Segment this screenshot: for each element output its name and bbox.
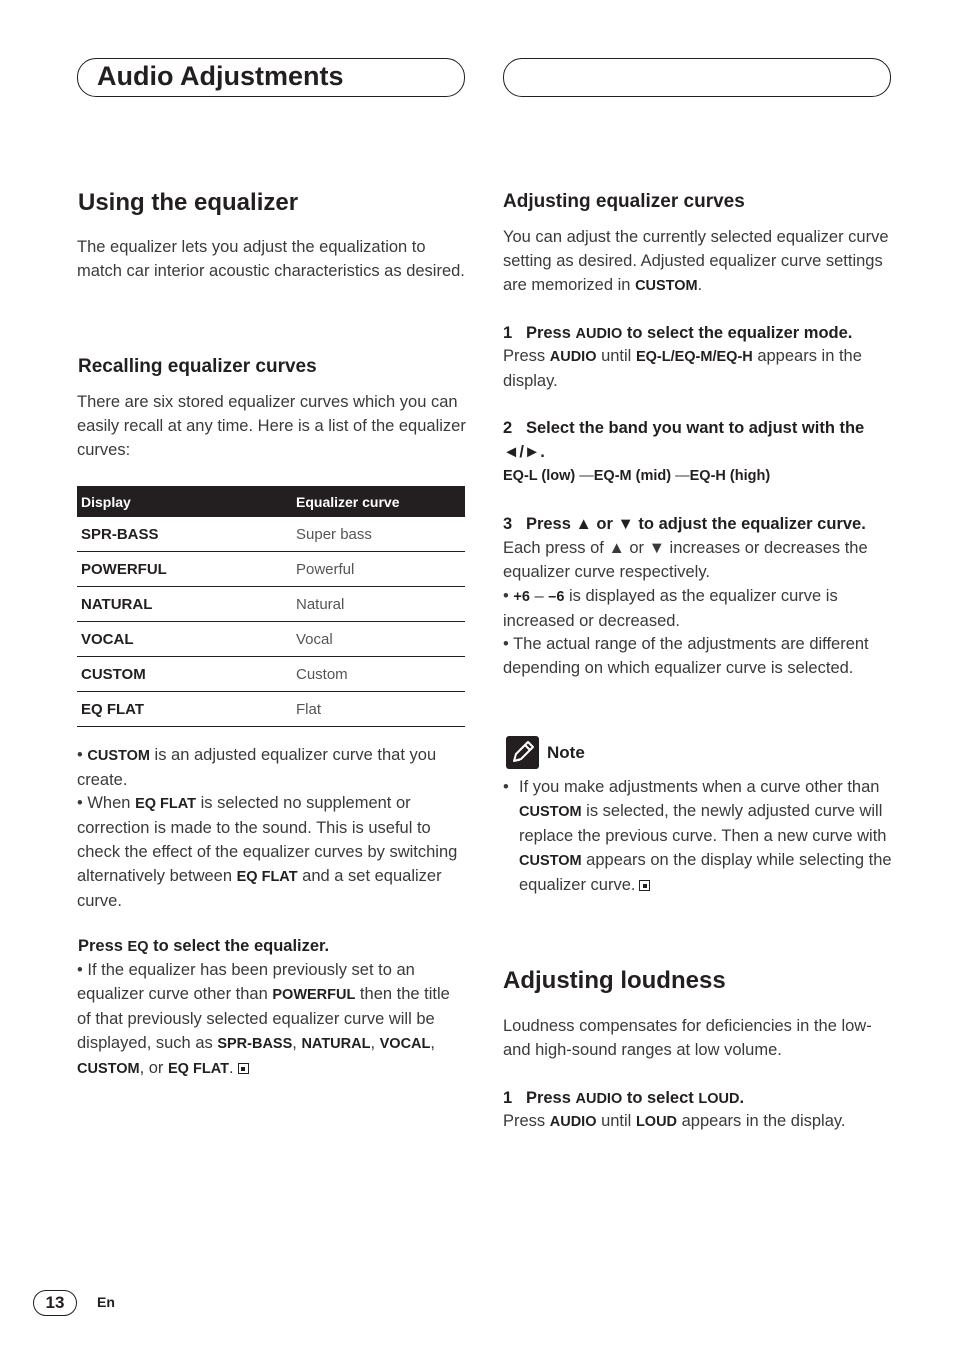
note-bullet-marker: •: [503, 778, 509, 796]
table-cell-display: NATURAL: [77, 587, 292, 622]
table-cell-display: VOCAL: [77, 622, 292, 657]
page-title: Audio Adjustments: [97, 61, 344, 91]
step-2-bands: EQ-L (low) —EQ-M (mid) —EQ-H (high): [503, 468, 771, 484]
page-number: 13: [33, 1290, 77, 1316]
end-mark-icon: [639, 880, 650, 891]
language-label: En: [97, 1294, 115, 1310]
table-row: [77, 517, 465, 552]
table-row: [77, 692, 465, 727]
table-header-row: [77, 486, 465, 517]
loudness-step-1-body: Press AUDIO until LOUD appears in the display.: [503, 1112, 846, 1130]
step-1-title: 1 Press AUDIO to select the equalizer mode.: [503, 324, 853, 342]
table-header-display: Display: [77, 486, 292, 517]
table-cell-curve: Flat: [292, 692, 465, 727]
press-eq-instruction: Press EQ to select the equalizer.: [78, 937, 330, 955]
loudness-body: Loudness compensates for deficiencies in the low- and high-sound ranges at low volume.: [503, 1017, 872, 1059]
note-body: If you make adjustments when a curve other than CUSTOM is selected, the newly adjusted curve will replace the previous curve. Then a new curve with CUSTOM appears on the display while selecting the equalizer curve.: [519, 778, 892, 894]
using-equalizer-body: The equalizer lets you adjust the equalization to match car interior acoustic characteristics as desired.: [77, 238, 465, 280]
adjusting-loudness-heading: Adjusting loudness: [503, 967, 726, 994]
step-2-title: 2 Select the band you want to adjust with the ◄/►.: [503, 419, 865, 461]
step-3-range-bullet: • +6 – –6 is displayed as the equalizer curve is increased or decreased.: [503, 587, 838, 630]
table-cell-curve: Custom: [292, 657, 465, 692]
using-equalizer-heading: Using the equalizer: [78, 189, 299, 216]
table-cell-display: SPR-BASS: [77, 517, 292, 552]
table-row: [77, 622, 465, 657]
step-3-actual-range-bullet: • The actual range of the adjustments are different depending on which equalizer curve is selected.: [503, 635, 869, 677]
pencil-icon: [506, 736, 539, 769]
table-cell-display: POWERFUL: [77, 552, 292, 587]
end-mark-icon: [238, 1063, 249, 1074]
table-header-curve: Equalizer curve: [292, 486, 465, 517]
step-1-body: Press AUDIO until EQ-L/EQ-M/EQ-H appears in the display.: [503, 347, 862, 390]
loudness-step-1-title: 1 Press AUDIO to select LOUD.: [503, 1089, 745, 1107]
table-cell-display: EQ FLAT: [77, 692, 292, 727]
step-3-body: Each press of ▲ or ▼ increases or decreases the equalizer curve respectively.: [503, 539, 868, 581]
previous-curve-bullet: • If the equalizer has been previously set to an equalizer curve other than POWERFUL then the title of that previously selected equalizer curve will be displayed, such as SPR-BASS, NATURAL, VOCAL, CUSTOM, or EQ FLAT.: [77, 961, 450, 1077]
table-cell-curve: Powerful: [292, 552, 465, 587]
table-row: [77, 657, 465, 692]
table-row: [77, 552, 465, 587]
table-cell-display: CUSTOM: [77, 657, 292, 692]
custom-bullet: • CUSTOM is an adjusted equalizer curve that you create.: [77, 746, 437, 789]
table-cell-curve: Vocal: [292, 622, 465, 657]
equalizer-table: [77, 486, 465, 727]
recalling-heading: Recalling equalizer curves: [78, 356, 317, 377]
table-cell-curve: Natural: [292, 587, 465, 622]
recalling-body: There are six stored equalizer curves which you can easily recall at any time. Here is a list of the equalizer curves:: [77, 393, 466, 459]
adjusting-curves-heading: Adjusting equalizer curves: [503, 191, 745, 212]
adjusting-curves-body: You can adjust the currently selected equalizer curve setting as desired. Adjusted equalizer curve settings are memorized in CUSTOM.: [503, 228, 889, 294]
eq-flat-bullet: • When EQ FLAT is selected no supplement or correction is made to the sound. This is useful to check the effect of the equalizer curves by switching alternatively between EQ FLAT and a set equalizer curve.: [77, 794, 458, 910]
table-cell-curve: Super bass: [292, 517, 465, 552]
note-label: Note: [547, 743, 585, 762]
header-right-frame: [503, 58, 891, 97]
step-3-title: 3 Press ▲ or ▼ to adjust the equalizer curve.: [503, 515, 866, 533]
table-row: [77, 587, 465, 622]
